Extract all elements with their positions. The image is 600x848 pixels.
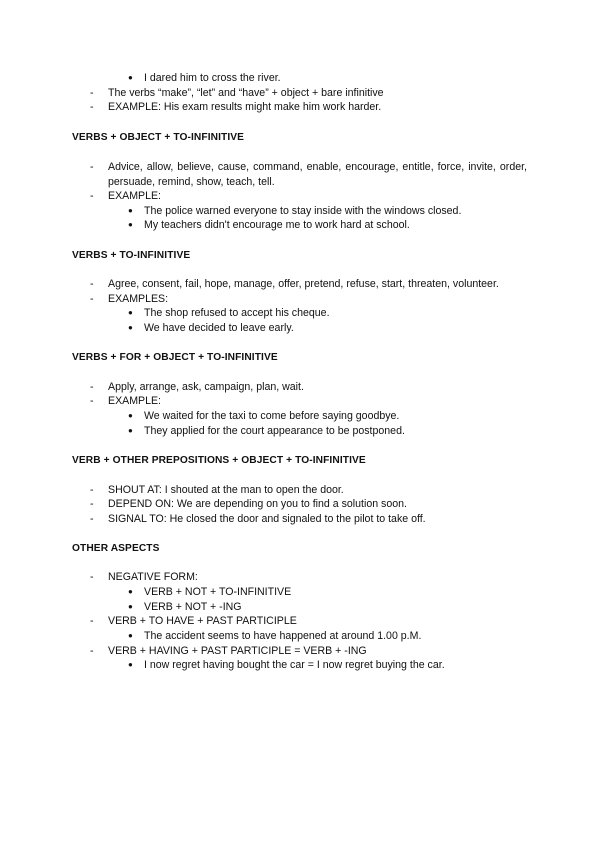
- bullet-text: SIGNAL TO: He closed the door and signaled to the pilot to take off.: [108, 513, 426, 525]
- bullet-dash: -: [90, 571, 94, 583]
- bullet-dash: -: [90, 101, 94, 113]
- bullet-dot: ●: [128, 602, 133, 611]
- sub-bullet-text: The accident seems to have happened at around 1.00 p.M.: [144, 630, 422, 642]
- bullet-dot: ●: [128, 73, 133, 82]
- bullet-dash: -: [90, 161, 94, 173]
- sub-bullet-text: I dared him to cross the river.: [144, 72, 281, 84]
- bullet-text: SHOUT AT: I shouted at the man to open the door.: [108, 484, 344, 496]
- section-heading: VERB + OTHER PREPOSITIONS + OBJECT + TO-INFINITIVE: [72, 455, 366, 466]
- bullet-dot: ●: [128, 308, 133, 317]
- section-heading: VERBS + FOR + OBJECT + TO-INFINITIVE: [72, 352, 278, 363]
- bullet-dot: ●: [128, 411, 133, 420]
- bullet-dot: ●: [128, 220, 133, 229]
- bullet-dash: -: [90, 293, 94, 305]
- bullet-dot: ●: [128, 587, 133, 596]
- sub-bullet-text: We waited for the taxi to come before saying goodbye.: [144, 410, 400, 422]
- bullet-dash: -: [90, 381, 94, 393]
- bullet-text: VERB + TO HAVE + PAST PARTICIPLE: [108, 615, 297, 627]
- section-heading: OTHER ASPECTS: [72, 543, 160, 554]
- bullet-dash: -: [90, 645, 94, 657]
- section-heading: VERBS + TO-INFINITIVE: [72, 250, 191, 261]
- bullet-dash: -: [90, 87, 94, 99]
- sub-bullet-text: VERB + NOT + -ING: [144, 601, 242, 613]
- bullet-dot: ●: [128, 206, 133, 215]
- bullet-text: EXAMPLE:: [108, 395, 161, 407]
- bullet-dot: ●: [128, 631, 133, 640]
- sub-bullet-text: The shop refused to accept his cheque.: [144, 307, 330, 319]
- bullet-dash: -: [90, 484, 94, 496]
- bullet-dot: ●: [128, 323, 133, 332]
- bullet-text: Agree, consent, fail, hope, manage, offer, pretend, refuse, start, threaten, volunteer.: [108, 278, 499, 290]
- sub-bullet-text: The police warned everyone to stay inside with the windows closed.: [144, 205, 462, 217]
- bullet-dot: ●: [128, 426, 133, 435]
- bullet-dash: -: [90, 395, 94, 407]
- bullet-text: Advice, allow, believe, cause, command, enable, encourage, entitle, force, invite, order, persuade, remind, show, teach, tell.: [108, 161, 527, 188]
- bullet-text: EXAMPLES:: [108, 293, 169, 305]
- bullet-dash: -: [90, 615, 94, 627]
- bullet-text: NEGATIVE FORM:: [108, 571, 198, 583]
- section-heading: VERBS + OBJECT + TO-INFINITIVE: [72, 132, 245, 143]
- bullet-text: EXAMPLE: His exam results might make him work harder.: [108, 101, 382, 113]
- bullet-dash: -: [90, 278, 94, 290]
- sub-bullet-text: VERB + NOT + TO-INFINITIVE: [144, 586, 292, 598]
- bullet-text: The verbs “make”, “let” and “have” + object + bare infinitive: [108, 87, 384, 99]
- sub-bullet-text: They applied for the court appearance to be postponed.: [144, 425, 405, 437]
- sub-bullet-text: My teachers didn't encourage me to work hard at school.: [144, 219, 410, 231]
- bullet-dash: -: [90, 190, 94, 202]
- bullet-dash: -: [90, 513, 94, 525]
- sub-bullet-text: We have decided to leave early.: [144, 322, 294, 334]
- bullet-dot: ●: [128, 660, 133, 669]
- sub-bullet-text: I now regret having bought the car = I now regret buying the car.: [144, 659, 445, 671]
- bullet-text: EXAMPLE:: [108, 190, 161, 202]
- bullet-dash: -: [90, 498, 94, 510]
- bullet-text: VERB + HAVING + PAST PARTICIPLE = VERB + -ING: [108, 645, 367, 657]
- bullet-text: Apply, arrange, ask, campaign, plan, wait.: [108, 381, 304, 393]
- bullet-text: DEPEND ON: We are depending on you to find a solution soon.: [108, 498, 407, 510]
